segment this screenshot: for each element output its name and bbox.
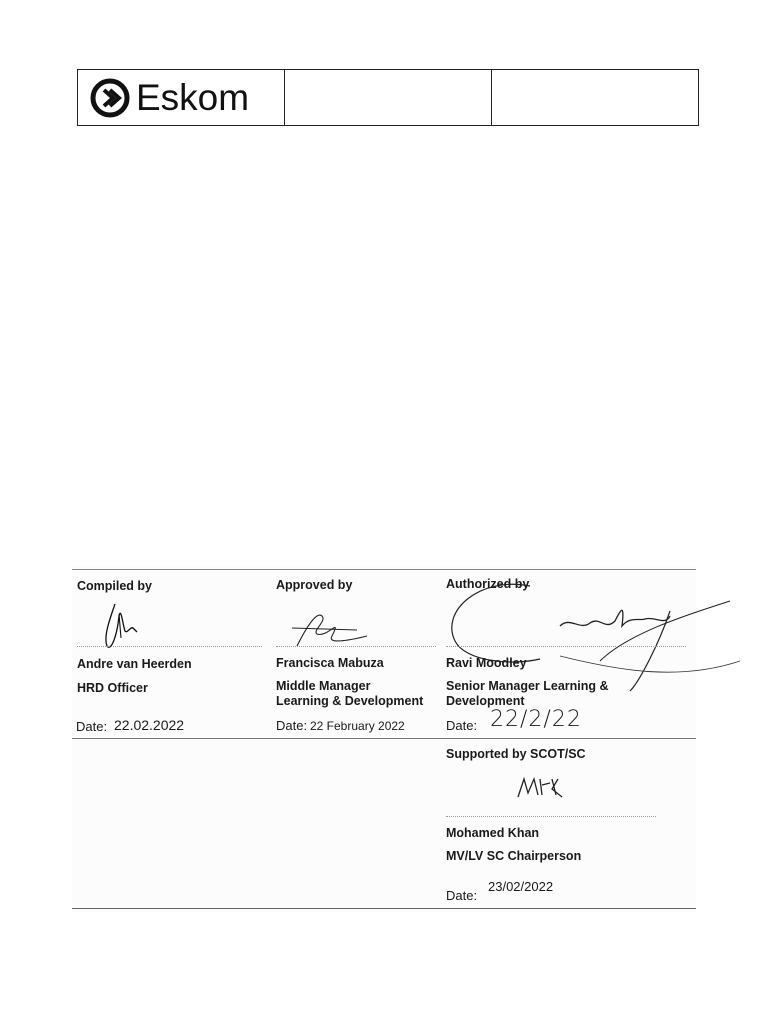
approved-date-label: Date:	[276, 718, 308, 733]
compiled-signature	[97, 596, 157, 656]
eskom-logo-icon	[90, 78, 130, 118]
signature-block	[72, 566, 696, 912]
approved-title-line2: Learning & Development	[276, 694, 424, 708]
mid-rule	[72, 738, 696, 739]
logo-cell	[78, 70, 285, 125]
authorized-title-line1: Senior Manager Learning &	[446, 679, 609, 693]
authorized-date-label: Date:	[446, 718, 478, 733]
header-cell-right	[492, 70, 698, 125]
authorized-name: Ravi Moodley	[446, 656, 527, 670]
approved-date-value: 22 February 2022	[310, 719, 405, 733]
authorized-heading: Authorized by	[446, 577, 530, 591]
compiled-heading: Compiled by	[77, 579, 153, 593]
approved-signature-line	[276, 646, 436, 647]
compiled-signature-line	[77, 646, 262, 647]
supported-signature-line	[446, 816, 656, 817]
supported-name: Mohamed Khan	[446, 826, 540, 840]
document-header-table	[77, 69, 699, 126]
approved-heading: Approved by	[276, 578, 353, 592]
authorized-signature-line	[446, 646, 686, 647]
bottom-rule	[72, 908, 696, 909]
supported-heading: Supported by SCOT/SC	[446, 747, 586, 761]
authorized-title-line2: Development	[446, 694, 525, 708]
header-cell-middle	[285, 70, 492, 125]
authorized-date-value: 22/2/22	[490, 707, 582, 732]
approved-name: Francisca Mabuza	[276, 656, 384, 670]
logo-wordmark: Eskom	[136, 76, 250, 118]
compiled-date-label: Date:	[76, 719, 108, 734]
supported-title: MV/LV SC Chairperson	[446, 849, 582, 863]
compiled-date-value: 22.02.2022	[114, 717, 185, 733]
approved-signature	[287, 606, 377, 656]
supported-signature	[512, 771, 582, 801]
top-rule	[72, 569, 696, 570]
supported-date-label: Date:	[446, 888, 478, 903]
compiled-name: Andre van Heerden	[77, 657, 192, 671]
approved-title-line1: Middle Manager	[276, 679, 371, 693]
supported-date-value: 23/02/2022	[488, 879, 554, 894]
compiled-title: HRD Officer	[77, 681, 148, 695]
